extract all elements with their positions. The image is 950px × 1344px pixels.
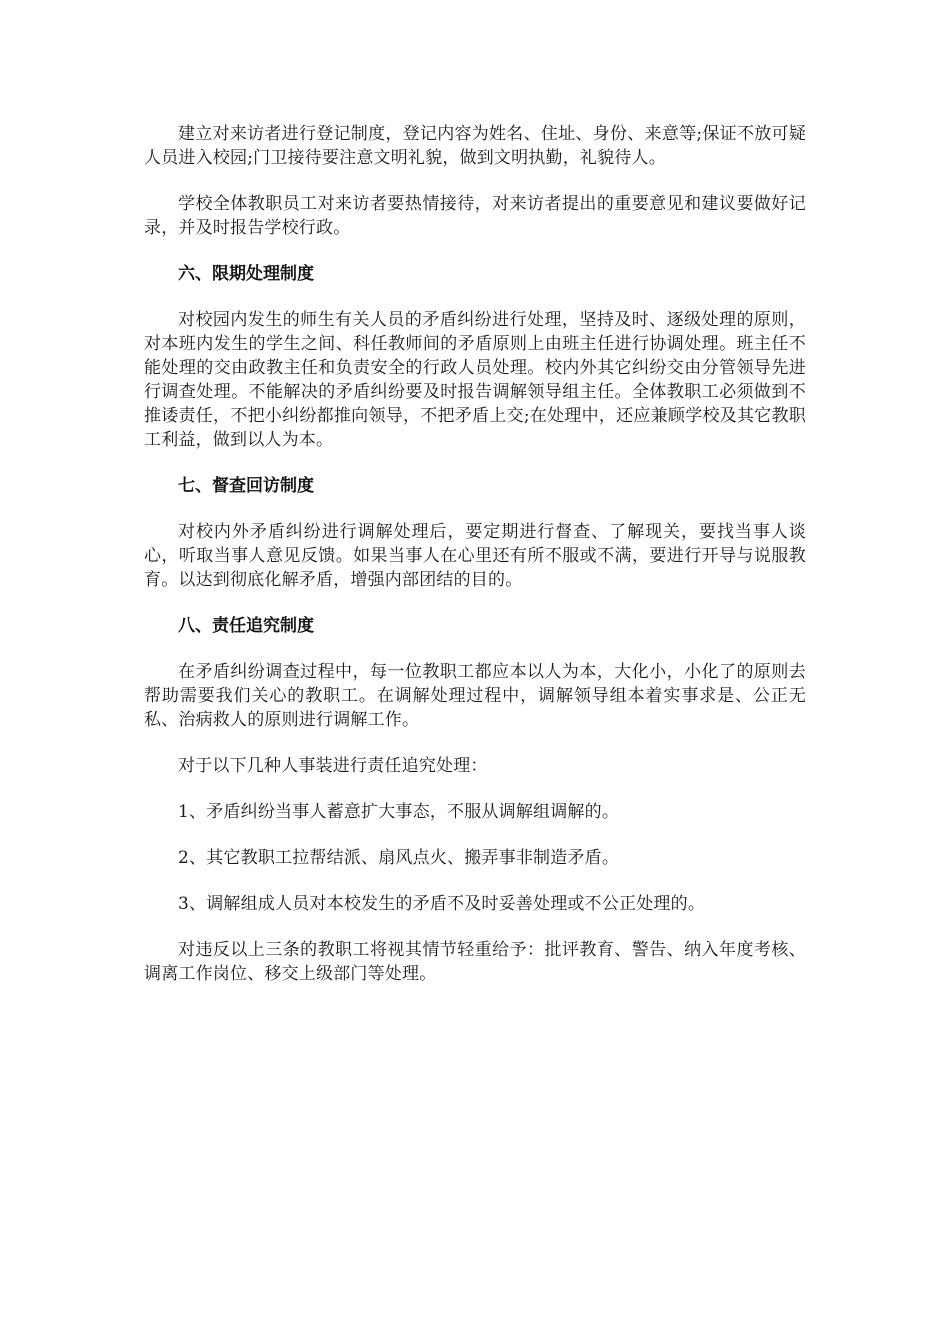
paragraph-section-7: 对校内外矛盾纠纷进行调解处理后，要定期进行督查、了解现关，要找当事人谈心，听取当事人意见反馈。如果当事人在心里还有所不服或不满，要进行开导与说服教育。以达到彻底化解矛盾，增强内部团结的目的。 xyxy=(144,522,806,590)
paragraph-section-8: 在矛盾纠纷调查过程中，每一位教职工都应本以人为本，大化小，小化了的原则去帮助需要我们关心的教职工。在调解处理过程中，调解领导组本着实事求是、公正无私、治病救人的原则进行调解工作。 xyxy=(144,662,806,730)
paragraph-visitor-registration: 建立对来访者进行登记制度，登记内容为姓名、住址、身份、来意等;保证不放可疑人员进入校园;门卫接待要注意文明礼貌，做到文明执勤，礼貌待人。 xyxy=(144,124,806,168)
paragraph-closing: 对违反以上三条的教职工将视其情节轻重给予：批评教育、警告、纳入年度考核、调离工作岗位、移交上级部门等处理。 xyxy=(144,940,806,984)
list-item: 2、其它教职工拉帮结派、扇风点火、搬弄事非制造矛盾。 xyxy=(178,848,620,868)
list-item: 3、调解组成人员对本校发生的矛盾不及时妥善处理或不公正处理的。 xyxy=(178,894,706,914)
paragraph-section-8-intro: 对于以下几种人事装进行责任追究处理： xyxy=(178,756,488,776)
document-page xyxy=(144,122,806,1008)
section-heading-7: 七、督查回访制度 xyxy=(178,476,314,496)
paragraph-section-6: 对校园内发生的师生有关人员的矛盾纠纷进行处理，坚持及时、逐级处理的原则，对本班内发生的学生之间、科任教师间的矛盾原则上由班主任进行协调处理。班主任不能处理的交由政教主任和负责安全的行政人员处理。校内外其它纠纷交由分管领导先进行调查处理。不能解决的矛盾纠纷要及时报告调解领导组主任。全体教职工必须做到不推诿责任，不把小纠纷都推向领导，不把矛盾上交;在处理中，还应兼顾学校及其它教职工利益，做到以人为本。 xyxy=(144,310,806,450)
section-heading-6: 六、限期处理制度 xyxy=(178,264,314,284)
list-item: 1、矛盾纠纷当事人蓄意扩大事态，不服从调解组调解的。 xyxy=(178,802,620,822)
section-heading-8: 八、责任追究制度 xyxy=(178,616,314,636)
paragraph-visitor-reception: 学校全体教职员工对来访者要热情接待，对来访者提出的重要意见和建议要做好记录，并及时报告学校行政。 xyxy=(144,194,806,238)
